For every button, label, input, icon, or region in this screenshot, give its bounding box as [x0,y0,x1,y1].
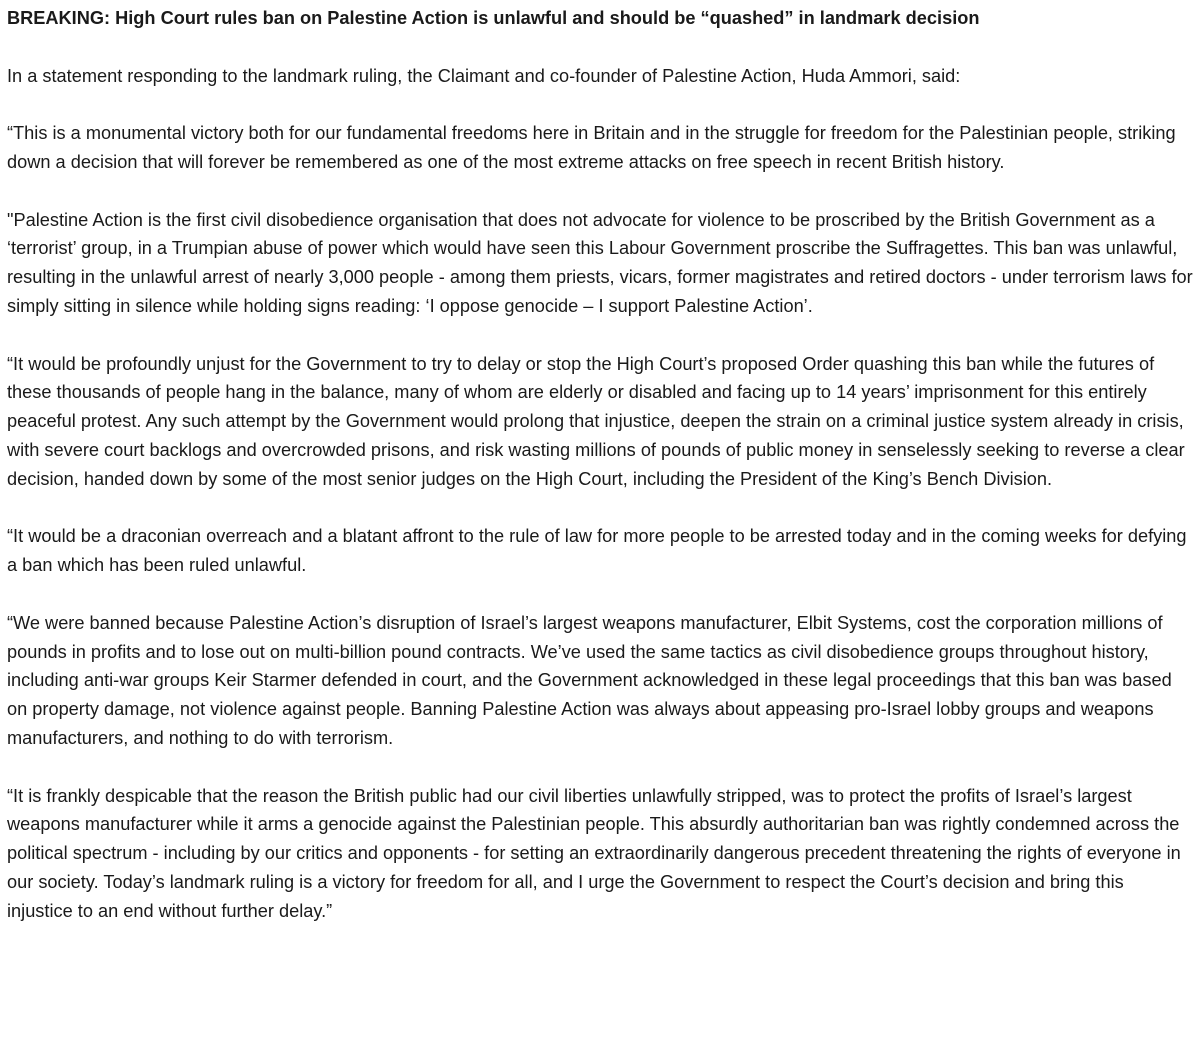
article-paragraph-closing: “It is frankly despicable that the reason the British public had our civil liberties unlawfully stripped, was to protect the profits of Israel’s largest weapons manufacturer while it arms a genocide against the Palestinian people. This absurdly authoritarian ban was rightly condemned across the political spectrum - including by our critics and opponents - for setting an extraordinarily dangerous precedent threatening the rights of everyone in our society. Today’s landmark ruling is a victory for freedom for all, and I urge the Government to respect the Court’s decision and bring this injustice to an end without further delay.” [7,785,1181,921]
article-headline: BREAKING: High Court rules ban on Palestine Action is unlawful and should be “quashed” in landmark decision [7,8,980,28]
article-paragraph-victory: “This is a monumental victory both for our fundamental freedoms here in Britain and in the struggle for freedom for the Palestinian people, striking down a decision that will forever be remembered as one of the most extreme attacks on free speech in recent British history. [7,123,1176,172]
article-paragraph-arrests: “It would be a draconian overreach and a blatant affront to the rule of law for more people to be arrested today and in the coming weeks for defying a ban which has been ruled unlawful. [7,526,1187,576]
article-paragraph-elbit: “We were banned because Palestine Action’s disruption of Israel’s largest weapons manufacturer, Elbit Systems, cost the corporation millions of pounds in profits and to lose out on multi-billion pound contracts. We’ve used the same tactics as civil disobedience groups throughout history, including anti-war groups Keir Starmer defended in court, and the Government acknowledged in these legal proceedings that this ban was based on property damage, not violence against people. Banning Palestine Action was always about appeasing pro-Israel lobby groups and weapons manufacturers, and nothing to do with terrorism. [7,612,1172,748]
article-paragraph-intro: In a statement responding to the landmark ruling, the Claimant and co-founder of Palestine Action, Huda Ammori, said: [7,65,961,86]
article-paragraph-court-order: “It would be profoundly unjust for the Government to try to delay or stop the High Court’s proposed Order quashing this ban while the futures of these thousands of people hang in the balance, many of whom are elderly or disabled and facing up to 14 years’ imprisonment for this entirely peaceful protest. Any such attempt by the Government would prolong that injustice, deepen the strain on a criminal justice system already in crisis, with severe court backlogs and overcrowded prisons, and risk wasting millions of pounds of public money in senselessly seeking to reverse a clear decision, handed down by some of the most senior judges on the High Court, including the President of the King’s Bench Division. [7,353,1185,489]
article-paragraph-proscription: "Palestine Action is the first civil disobedience organisation that does not advocate for violence to be proscribed by the British Government as a ‘terrorist’ group, in a Trumpian abuse of power which would have seen this Labour Government proscribe the Suffragettes. This ban was unlawful, resulting in the unlawful arrest of nearly 3,000 people - among them priests, vicars, former magistrates and retired doctors - under terrorism laws for simply sitting in silence while holding signs reading: ‘I oppose genocide – I support Palestine Action’. [7,209,1193,316]
